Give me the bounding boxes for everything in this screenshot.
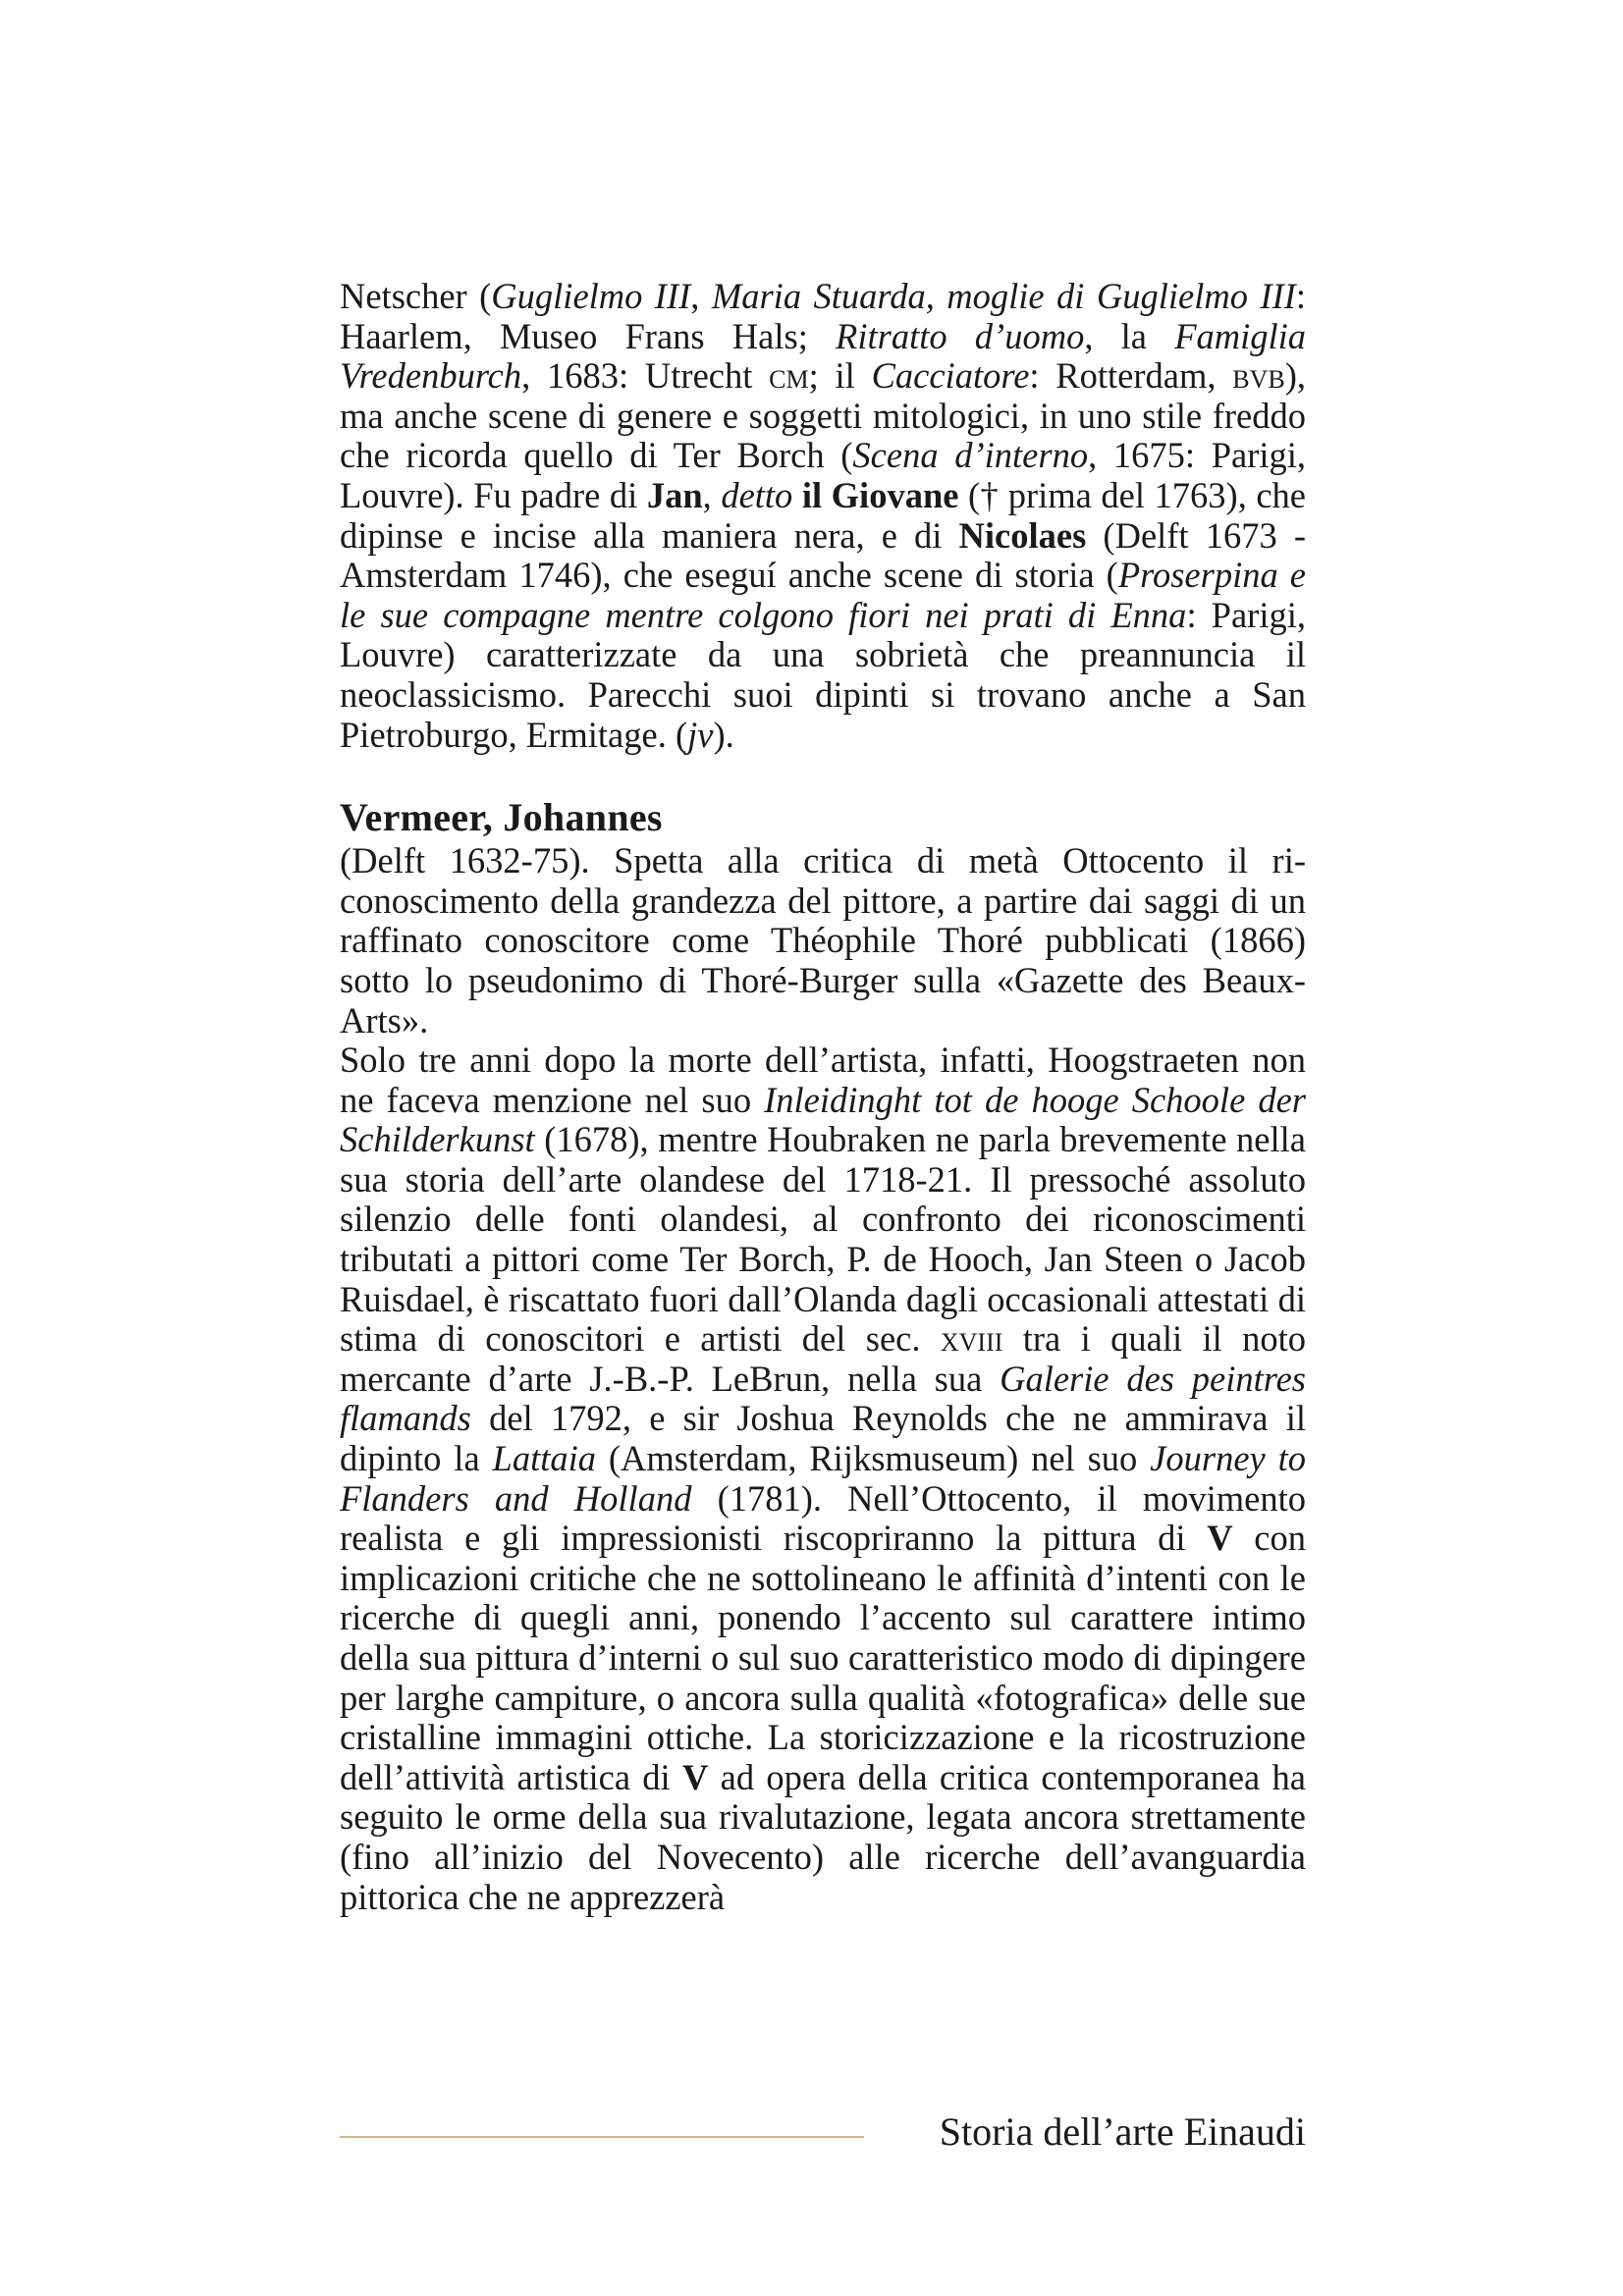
bold-text: il Giovane — [801, 474, 959, 515]
italic-text: jv — [687, 714, 714, 755]
previous-entry-text — [340, 277, 1306, 755]
italic-text: Ritratto d’uomo — [836, 315, 1085, 356]
italic-text: Lattaia — [492, 1438, 596, 1479]
text-run: ). — [713, 714, 734, 755]
text-run: Solo tre anni dopo la morte dell’artista, infatti, Hoogstraeten non ne faceva menzione nel suo — [340, 1040, 1306, 1120]
text-run: : Parigi, Louvre) caratterizzate da una sobrietà che preannuncia il neoclassicismo. Parecchi suoi dipinti si trovano anche a San Pietroburgo, Ermitage. ( — [340, 594, 1306, 755]
italic-text: Proserpina e le sue compagne mentre colgono fiori nei prati di Enna — [340, 555, 1306, 635]
text-run: ad opera della critica contemporanea ha seguito le orme della sua rivalutazione, legata ancora strettamente (fino all’inizio del Novecento) alle ricerche dell’avanguardia pittorica che ne apprezzerà — [340, 1756, 1306, 1917]
italic-text: Inleidinght tot de hooge Schoole der Schilderkunst — [340, 1079, 1306, 1160]
text-run: , 1675: Parigi, Louvre). Fu padre di — [340, 435, 1307, 515]
small-caps-text: xviii — [940, 1318, 1003, 1360]
text-run: Netscher ( — [340, 276, 492, 316]
small-caps-text: cm — [769, 355, 809, 397]
footer-publisher: Storia dell’arte Einaudi — [939, 2109, 1306, 2154]
text-run: ; il — [808, 355, 872, 397]
italic-text: Guglielmo III — [491, 276, 691, 316]
bold-text: Nicolaes — [958, 514, 1087, 556]
text-run: : Haarlem, Museo Frans Hals; — [340, 276, 1306, 356]
page-footer — [340, 2109, 1306, 2160]
text-run: con implicazioni critiche che ne sottolineano le affinità d’intenti con le ricerche di quegli anni, ponendo l’accento sul carattere intimo della sua pittura d’interni o sul suo caratteristico modo di dipingere per larghe campiture, o ancora sulla qualità «fotografica» delle sue cristalline immagini ottiche. La storicizzazione e la ricostruzione dell’attività artistica di — [340, 1518, 1307, 1797]
italic-text: Journey to Flanders and Holland — [340, 1438, 1306, 1519]
text-run: , — [690, 276, 712, 316]
bold-text: V — [1207, 1518, 1233, 1559]
text-run: del 1792, e sir Joshua Reynolds che ne ammirava il dipinto la — [340, 1398, 1306, 1479]
text-run: tra i quali il noto mercante d’arte J.-B.-P. LeBrun, nella sua — [340, 1318, 1307, 1399]
small-caps-text: bvb — [1232, 355, 1285, 397]
text-run: (Delft 1632-75). Spetta alla critica di metà Ottocento il riconoscimento della grandezza del pittore, a partire dai saggi di un raffinato conoscitore come Théophile Thoré pubblicati (1866) sotto lo pseudonimo di Thoré-Burger sulla «Gazette des Beaux-Arts». — [340, 840, 1306, 1041]
footer-rule — [340, 2136, 864, 2138]
text-run — [792, 475, 802, 515]
text-run: († prima del 1763), che dipinse e incise alla maniera nera, e di — [340, 474, 1307, 556]
bold-text: V — [681, 1756, 709, 1797]
text-run: (1781). Nell’Ottocento, il movimento realista e gli impressionisti riscopriranno la pittura di — [340, 1477, 1306, 1559]
text-run: (1678), mentre Houbraken ne parla brevemente nella sua storia dell’arte olandese del 1718-21. Il pressoché assoluto silenzio delle fonti olandesi, al confronto dei riconoscimenti tributati a pittori come Ter Borch, P. de Hooch, Jan Steen o Jacob Ruisdael, è riscattato fuori dall’Olanda dagli occasionali attestati di stima di conoscitori e artisti del sec. — [340, 1119, 1306, 1360]
italic-text: detto — [721, 474, 793, 515]
italic-text: Cacciatore — [871, 355, 1030, 397]
text-run: (Delft 1673 - Amsterdam 1746), che eseguí anche scene di storia ( — [340, 514, 1306, 596]
text-run: , la — [1084, 315, 1175, 356]
text-run: (Amsterdam, Rijksmuseum) nel suo — [596, 1438, 1151, 1479]
entry-paragraph-2 — [340, 1041, 1306, 1917]
text-run: : Rotterdam, — [1029, 355, 1233, 397]
italic-text: Famiglia Vredenburch — [340, 315, 1307, 397]
text-run: , — [702, 474, 722, 515]
text-run: , 1683: Utrecht — [521, 355, 770, 397]
italic-text: Galerie des peintres flamands — [340, 1358, 1306, 1439]
italic-text: Maria Stuarda, moglie di Guglielmo III — [711, 276, 1296, 316]
bold-text: Jan — [646, 474, 703, 515]
entry-paragraph-1 — [340, 841, 1306, 1041]
entry-title: Vermeer, Johannes — [340, 795, 663, 840]
text-run: ), ma anche scene di genere e soggetti mitologici, in uno stile freddo che ricorda quello di Ter Borch ( — [340, 355, 1306, 476]
page-body — [340, 277, 1306, 1917]
italic-text: Scena d’interno — [852, 435, 1089, 476]
